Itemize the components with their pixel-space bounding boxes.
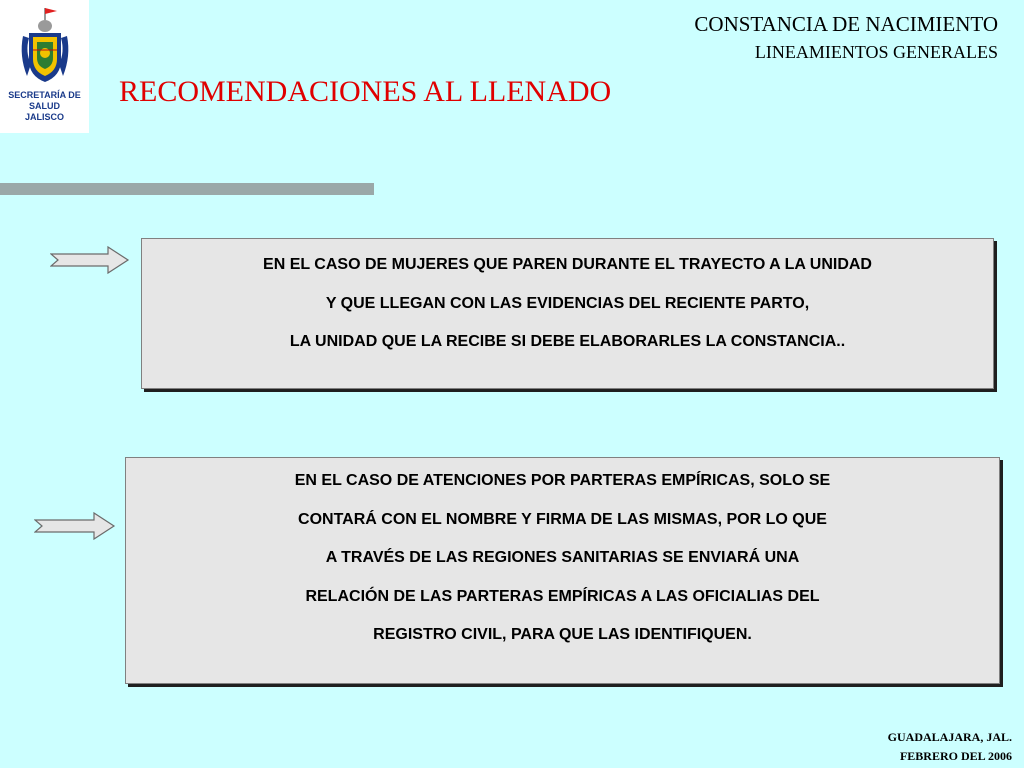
box2-line: CONTARÁ CON EL NOMBRE Y FIRMA DE LAS MISMAS, POR LO QUE [298,510,827,528]
arrow-right-icon [50,245,130,275]
box1-line: Y QUE LLEGAN CON LAS EVIDENCIAS DEL RECIENTE PARTO, [325,294,810,312]
page-title: RECOMENDACIONES AL LLENADO [119,75,612,108]
divider-bar [0,183,374,195]
recommendation-box-2 [125,457,1000,684]
box1-line: EN EL CASO DE MUJERES QUE PAREN DURANTE EL TRAYECTO A LA UNIDAD [263,256,872,273]
box1-line: LA UNIDAD QUE LA RECIBE SI DEBE ELABORARLES LA CONSTANCIA.. [289,333,846,350]
box2-line: A TRAVÉS DE LAS REGIONES SANITARIAS SE ENVIARÁ UNA [325,549,800,566]
arrow-right-icon [34,511,116,541]
coat-of-arms-icon [17,6,73,88]
footer-date: FEBRERO DEL 2006 [899,749,1012,763]
box2-line: EN EL CASO DE ATENCIONES POR PARTERAS EMPÍRICAS, SOLO SE [294,472,831,489]
header-subtitle: LINEAMIENTOS GENERALES [754,42,998,62]
logo-line-1: SECRETARÍA DE [8,90,81,100]
recommendation-box-1 [141,238,994,389]
footer-location: GUADALAJARA, JAL. [887,730,1012,744]
header-title: CONSTANCIA DE NACIMIENTO [694,12,998,36]
box2-line: RELACIÓN DE LAS PARTERAS EMPÍRICAS A LAS OFICIALIAS DEL [305,587,820,605]
logo [0,0,89,133]
logo-line-3: JALISCO [24,112,64,122]
logo-line-2: SALUD [29,101,60,111]
box2-line: REGISTRO CIVIL, PARA QUE LAS IDENTIFIQUEN. [373,626,752,643]
